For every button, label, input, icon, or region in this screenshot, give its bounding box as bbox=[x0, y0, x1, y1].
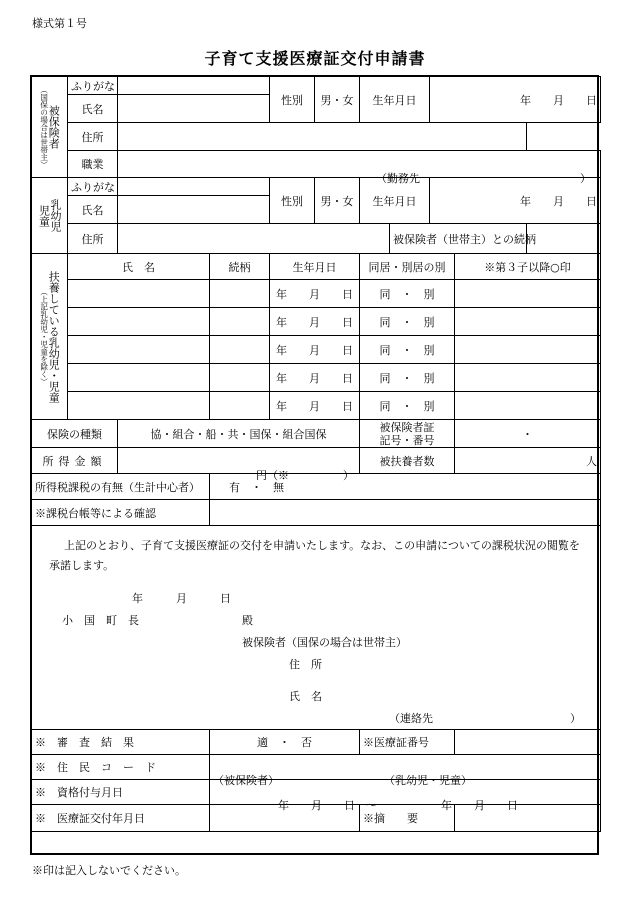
dependent-name-input[interactable] bbox=[68, 308, 210, 336]
workplace-close: ） bbox=[580, 172, 591, 185]
eligibility-from: 年 月 日 〜 bbox=[278, 799, 377, 812]
dependent-name-input[interactable] bbox=[68, 392, 210, 420]
application-form bbox=[31, 76, 601, 832]
child-name-label: 氏名 bbox=[68, 196, 118, 224]
resident-code-child: （乳幼児・児童） bbox=[384, 774, 472, 787]
child-gender-options[interactable]: 男・女 bbox=[315, 178, 360, 224]
dependent-relation-input[interactable] bbox=[210, 336, 270, 364]
resident-code-input[interactable] bbox=[210, 755, 601, 787]
dependents-header-name: 氏 名 bbox=[68, 254, 210, 280]
insured-gender-options[interactable]: 男・女 bbox=[315, 77, 360, 123]
insured-name-label: 氏名 bbox=[68, 95, 118, 123]
dependent-cohab[interactable]: 同 ・ 別 bbox=[360, 336, 455, 364]
dependent-dob[interactable]: 年 月 日 bbox=[270, 336, 360, 364]
form-number: 様式第１号 bbox=[32, 17, 87, 30]
declaration-contact-open[interactable]: （連絡先 bbox=[389, 712, 433, 725]
child-relation-label: 被保険者（世帯主）との続柄 bbox=[390, 224, 527, 254]
dependent-dob[interactable]: 年 月 日 bbox=[270, 280, 360, 308]
insured-occupation-input[interactable] bbox=[118, 151, 601, 185]
insured-furigana-label: ふりがな bbox=[68, 77, 118, 95]
cert-number-label: ※医療証番号 bbox=[360, 730, 455, 755]
child-section-label: 乳幼児 児童 bbox=[32, 178, 68, 254]
issue-date-label: ※ 医療証交付年月日 bbox=[32, 805, 210, 832]
dependent-third-child-mark[interactable] bbox=[455, 336, 601, 364]
dependents-count-input[interactable]: 人 bbox=[455, 448, 601, 474]
dependents-header-cohab: 同居・別居の別 bbox=[360, 254, 455, 280]
page-title: 子育て支援医療証交付申請書 bbox=[204, 49, 426, 68]
dependent-dob[interactable]: 年 月 日 bbox=[270, 392, 360, 420]
table-row bbox=[32, 308, 601, 336]
eligibility-to: 年 月 日 bbox=[441, 799, 518, 812]
declaration-date[interactable]: 年 月 日 bbox=[132, 592, 231, 605]
dependent-name-input[interactable] bbox=[68, 280, 210, 308]
table-row bbox=[32, 392, 601, 420]
declaration-addressee: 小 国 町 長 bbox=[62, 614, 139, 627]
child-gender-label: 性別 bbox=[270, 178, 315, 224]
remarks-label: ※摘 要 bbox=[360, 805, 455, 832]
child-address-input[interactable] bbox=[118, 224, 390, 254]
income-label: 所得金額 bbox=[32, 448, 118, 474]
dependents-header-third-child: ※第３子以降○印 bbox=[455, 254, 601, 280]
declaration-block bbox=[32, 526, 601, 730]
dependent-cohab[interactable]: 同 ・ 別 bbox=[360, 280, 455, 308]
review-result-label: ※ 審 査 結 果 bbox=[32, 730, 210, 755]
dependent-name-input[interactable] bbox=[68, 336, 210, 364]
dependent-cohab[interactable]: 同 ・ 別 bbox=[360, 308, 455, 336]
child-relation-input[interactable] bbox=[527, 224, 601, 254]
child-furigana-input[interactable] bbox=[118, 178, 270, 196]
dependent-relation-input[interactable] bbox=[210, 308, 270, 336]
declaration-name[interactable]: 氏 名 bbox=[289, 690, 322, 703]
dependents-header-relation: 続柄 bbox=[210, 254, 270, 280]
dependent-cohab[interactable]: 同 ・ 別 bbox=[360, 364, 455, 392]
dependent-relation-input[interactable] bbox=[210, 280, 270, 308]
insured-dob-label: 生年月日 bbox=[360, 77, 430, 123]
tax-status-label: 所得税課税の有無（生計中心者） bbox=[32, 474, 210, 500]
resident-code-insured: （被保険者） bbox=[213, 774, 279, 787]
resident-code-label: ※ 住 民 コ ー ド bbox=[32, 755, 210, 780]
dependent-name-input[interactable] bbox=[68, 364, 210, 392]
child-dob-input[interactable]: 年 月 日 bbox=[430, 178, 601, 224]
insurance-cert-label: 被保険者証 記号・番号 bbox=[360, 420, 455, 448]
tax-check-input[interactable] bbox=[210, 500, 601, 526]
insurance-type-label: 保険の種類 bbox=[32, 420, 118, 448]
dependent-cohab[interactable]: 同 ・ 別 bbox=[360, 392, 455, 420]
cert-number-input[interactable] bbox=[455, 730, 601, 755]
dependents-count-label: 被扶養者数 bbox=[360, 448, 455, 474]
income-unit: 円（※ bbox=[256, 468, 289, 482]
income-close: ） bbox=[343, 468, 354, 482]
child-name-input[interactable] bbox=[118, 196, 270, 224]
declaration-honorific: 殿 bbox=[242, 614, 253, 627]
dependent-dob[interactable]: 年 月 日 bbox=[270, 364, 360, 392]
child-dob-label: 生年月日 bbox=[360, 178, 430, 224]
footnote: ※印は記入しないでください。 bbox=[32, 864, 186, 877]
insurance-cert-input[interactable]: ・ bbox=[455, 420, 601, 448]
declaration-text: 上記のとおり、子育て支援医療証の交付を申請いたします。なお、この申請についての課税状況の閲覧を承諾します。 bbox=[49, 539, 580, 572]
table-row bbox=[32, 280, 601, 308]
dependent-third-child-mark[interactable] bbox=[455, 280, 601, 308]
insured-name-input[interactable] bbox=[118, 95, 270, 123]
insured-address-input[interactable] bbox=[118, 123, 527, 151]
tax-status-options[interactable]: 有 ・ 無 bbox=[210, 474, 601, 500]
eligibility-date-label: ※ 資格付与月日 bbox=[32, 780, 210, 805]
tax-check-label: ※課税台帳等による確認 bbox=[32, 500, 210, 526]
dependent-third-child-mark[interactable] bbox=[455, 364, 601, 392]
declaration-address[interactable]: 住 所 bbox=[289, 658, 322, 671]
workplace-label: （勤務先 bbox=[376, 172, 420, 185]
insured-dob-input[interactable]: 年 月 日 bbox=[430, 77, 601, 123]
dependent-third-child-mark[interactable] bbox=[455, 392, 601, 420]
income-input[interactable] bbox=[118, 448, 360, 482]
dependent-dob[interactable]: 年 月 日 bbox=[270, 308, 360, 336]
insured-address-label: 住所 bbox=[68, 123, 118, 151]
insured-section-label: 被保険者 （国保の場合は世帯主） bbox=[32, 77, 68, 178]
insurance-type-options[interactable]: 協・組合・船・共・国保・組合国保 bbox=[118, 420, 360, 448]
dependents-section-label: 扶養している乳幼児・児童 （上記乳幼児・児童を除く） bbox=[32, 254, 68, 420]
table-row bbox=[32, 364, 601, 392]
dependent-relation-input[interactable] bbox=[210, 364, 270, 392]
insured-gender-label: 性別 bbox=[270, 77, 315, 123]
dependents-header-dob: 生年月日 bbox=[270, 254, 360, 280]
declaration-applicant: 被保険者（国保の場合は世帯主） bbox=[242, 636, 407, 649]
table-row bbox=[32, 336, 601, 364]
dependent-relation-input[interactable] bbox=[210, 392, 270, 420]
dependent-third-child-mark[interactable] bbox=[455, 308, 601, 336]
child-furigana-label: ふりがな bbox=[68, 178, 118, 196]
review-result-options[interactable]: 適 ・ 否 bbox=[210, 730, 360, 755]
insured-furigana-input[interactable] bbox=[118, 77, 270, 95]
insured-occupation-label: 職業 bbox=[68, 151, 118, 178]
child-address-label: 住所 bbox=[68, 224, 118, 254]
declaration-contact-close: ） bbox=[570, 712, 581, 725]
